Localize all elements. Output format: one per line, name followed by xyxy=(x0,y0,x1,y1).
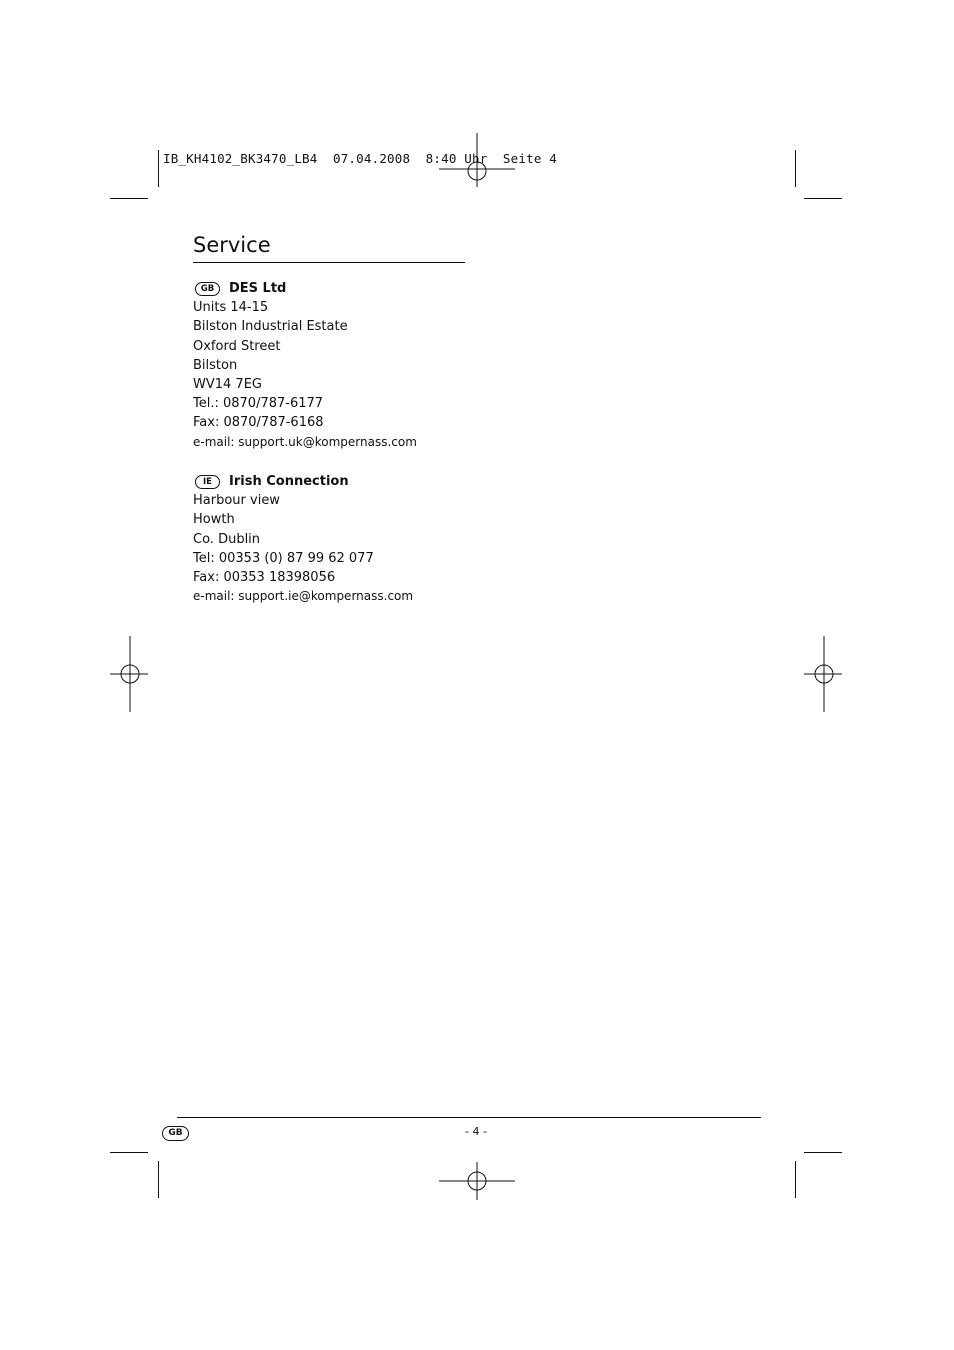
footer-rule xyxy=(177,1117,761,1118)
crop-mark xyxy=(795,150,796,187)
fax-line: Fax: 00353 18398056 xyxy=(193,569,336,585)
crop-mark xyxy=(158,150,159,187)
company-name: DES Ltd xyxy=(229,281,287,296)
crop-mark xyxy=(110,1152,148,1153)
crop-mark xyxy=(804,198,842,199)
address-line: Co. Dublin xyxy=(193,531,261,547)
registration-mark-left xyxy=(110,636,186,712)
registration-mark-right xyxy=(804,636,880,712)
address-line: Howth xyxy=(193,512,235,528)
print-slug-line: IB_KH4102_BK3470_LB4 07.04.2008 8:40 Uhr Seite 4 xyxy=(163,151,558,166)
address-line: WV14 7EG xyxy=(193,376,262,392)
email-line: e-mail: support.uk@kompernass.com xyxy=(193,434,417,449)
footer-country-badge: GB xyxy=(162,1126,189,1141)
title-underline xyxy=(193,262,465,263)
page-title: Service xyxy=(193,233,271,257)
address-line: Oxford Street xyxy=(193,338,281,354)
country-badge-gb: GB xyxy=(195,282,220,296)
address-line: Bilston xyxy=(193,357,238,373)
page-number: - 4 - xyxy=(465,1125,487,1138)
phone-line: Tel: 00353 (0) 87 99 62 077 xyxy=(193,550,374,566)
crop-mark xyxy=(804,1152,842,1153)
address-line: Units 14-15 xyxy=(193,300,269,316)
crop-mark xyxy=(158,1161,159,1198)
email-line: e-mail: support.ie@kompernass.com xyxy=(193,589,414,604)
contact-block-ie xyxy=(193,472,413,606)
registration-mark-top xyxy=(439,133,515,209)
address-line: Harbour view xyxy=(193,493,280,509)
contact-heading xyxy=(193,279,417,298)
crop-mark xyxy=(795,1161,796,1198)
registration-mark-bottom xyxy=(439,1144,515,1220)
fax-line: Fax: 0870/787-6168 xyxy=(193,415,324,431)
country-badge-ie: IE xyxy=(195,475,220,489)
address-line: Bilston Industrial Estate xyxy=(193,319,348,335)
contact-heading xyxy=(193,472,413,491)
crop-mark xyxy=(110,198,148,199)
contact-block-gb xyxy=(193,279,417,452)
phone-line: Tel.: 0870/787-6177 xyxy=(193,396,324,412)
company-name: Irish Connection xyxy=(229,474,349,489)
